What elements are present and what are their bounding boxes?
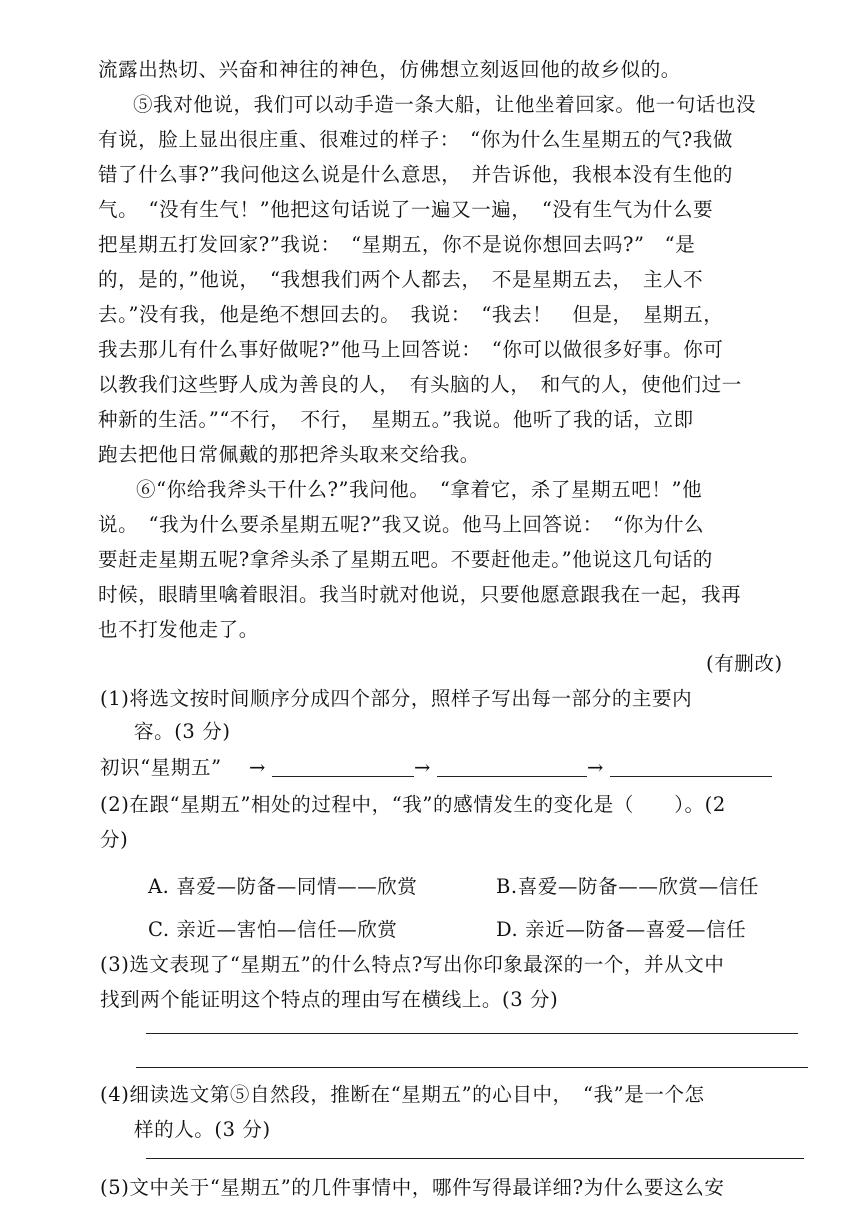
- passage-line: ⑥“你给我斧头干什么?”我问他。 “拿着它，杀了星期五吧！”他: [136, 478, 703, 501]
- arrow: →: [249, 756, 266, 779]
- answer-line[interactable]: [146, 1033, 798, 1034]
- passage-line: 有说，脸上显出很庄重、很难过的样子： “你为什么生星期五的气?我做: [98, 128, 733, 151]
- question-1-start-label: 初识“星期五”: [100, 756, 222, 779]
- passage-line: 流露出热切、兴奋和神往的神色，仿佛想立刻返回他的故乡似的。: [98, 58, 681, 81]
- passage-line: 也不打发他走了。: [98, 618, 259, 641]
- passage-line: 时候，眼睛里噙着眼泪。我当时就对他说，只要他愿意跟我在一起，我再: [98, 583, 742, 606]
- question-5: (5)文中关于“星期五”的几件事情中，哪件写得最详细?为什么要这么安: [100, 1176, 725, 1199]
- question-3-line-2: 找到两个能证明这个特点的理由写在横线上。(3 分): [100, 988, 559, 1011]
- question-2-score: 分): [100, 828, 129, 851]
- option-c[interactable]: C. 亲近—害怕—信任—欣赏: [148, 918, 398, 941]
- passage-line: 说。 “我为什么要杀星期五呢?”我又说。他马上回答说： “你为什么: [98, 513, 705, 536]
- passage-line: 以教我们这些野人成为善良的人， 有头脑的人， 和气的人，使他们过一: [98, 373, 742, 396]
- passage-line: 把星期五打发回家?”我说： “星期五，你不是说你想回去吗?” “是: [98, 233, 696, 256]
- answer-line[interactable]: [146, 1158, 804, 1159]
- passage-line: 跑去把他日常佩戴的那把斧头取来交给我。: [98, 443, 480, 466]
- option-a[interactable]: A. 喜爱—防备—同情——欣赏: [148, 875, 418, 898]
- passage-line: 气。 “没有生气！”他把这句话说了一遍又一遍， “没有生气为什么要: [98, 198, 714, 221]
- arrow: →: [414, 756, 431, 779]
- passage-line: 种新的生活。”“不行， 不行， 星期五。”我说。他听了我的话，立即: [98, 408, 694, 431]
- passage-line: 去。”没有我，他是绝不想回去的。 我说： “我去！ 但是， 星期五，: [98, 303, 724, 326]
- question-4-score: 样的人。(3 分): [134, 1118, 271, 1141]
- arrow: →: [587, 756, 604, 779]
- passage-line: ⑤我对他说，我们可以动手造一条大船，让他坐着回家。他一句话也没: [133, 93, 757, 116]
- question-2: (2)在跟“星期五”相处的过程中，“我”的感情发生的变化是（ ）。(2: [100, 793, 726, 816]
- answer-line[interactable]: [136, 1067, 808, 1068]
- question-4: (4)细读选文第⑤自然段，推断在“星期五”的心目中， “我”是一个怎: [100, 1083, 705, 1106]
- question-1-score: 容。(3 分): [134, 720, 231, 743]
- passage-line: 错了什么事?”我问他这么说是什么意思， 并告诉他，我根本没有生他的: [98, 163, 733, 186]
- question-1: (1)将选文按时间顺序分成四个部分，照样子写出每一部分的主要内: [100, 687, 693, 710]
- passage-line: 要赶走星期五呢?拿斧头杀了星期五吧。不要赶他走。”他说这几句话的: [98, 548, 713, 571]
- answer-blank-3[interactable]: [610, 776, 772, 777]
- option-d[interactable]: D. 亲近—防备—喜爱—信任: [496, 918, 747, 941]
- answer-blank-2[interactable]: [437, 776, 587, 777]
- passage-line: 我去那儿有什么事好做呢?”他马上回答说： “你可以做很多好事。你可: [98, 338, 724, 361]
- source-note: (有删改): [706, 652, 783, 675]
- passage-line: 的，是的，”他说， “我想我们两个人都去， 不是星期五去， 主人不: [98, 268, 704, 291]
- question-3: (3)选文表现了“星期五”的什么特点?写出你印象最深的一个，并从文中: [100, 953, 725, 976]
- option-b[interactable]: B.喜爱—防备——欣赏—信任: [496, 875, 759, 898]
- answer-blank-1[interactable]: [272, 776, 414, 777]
